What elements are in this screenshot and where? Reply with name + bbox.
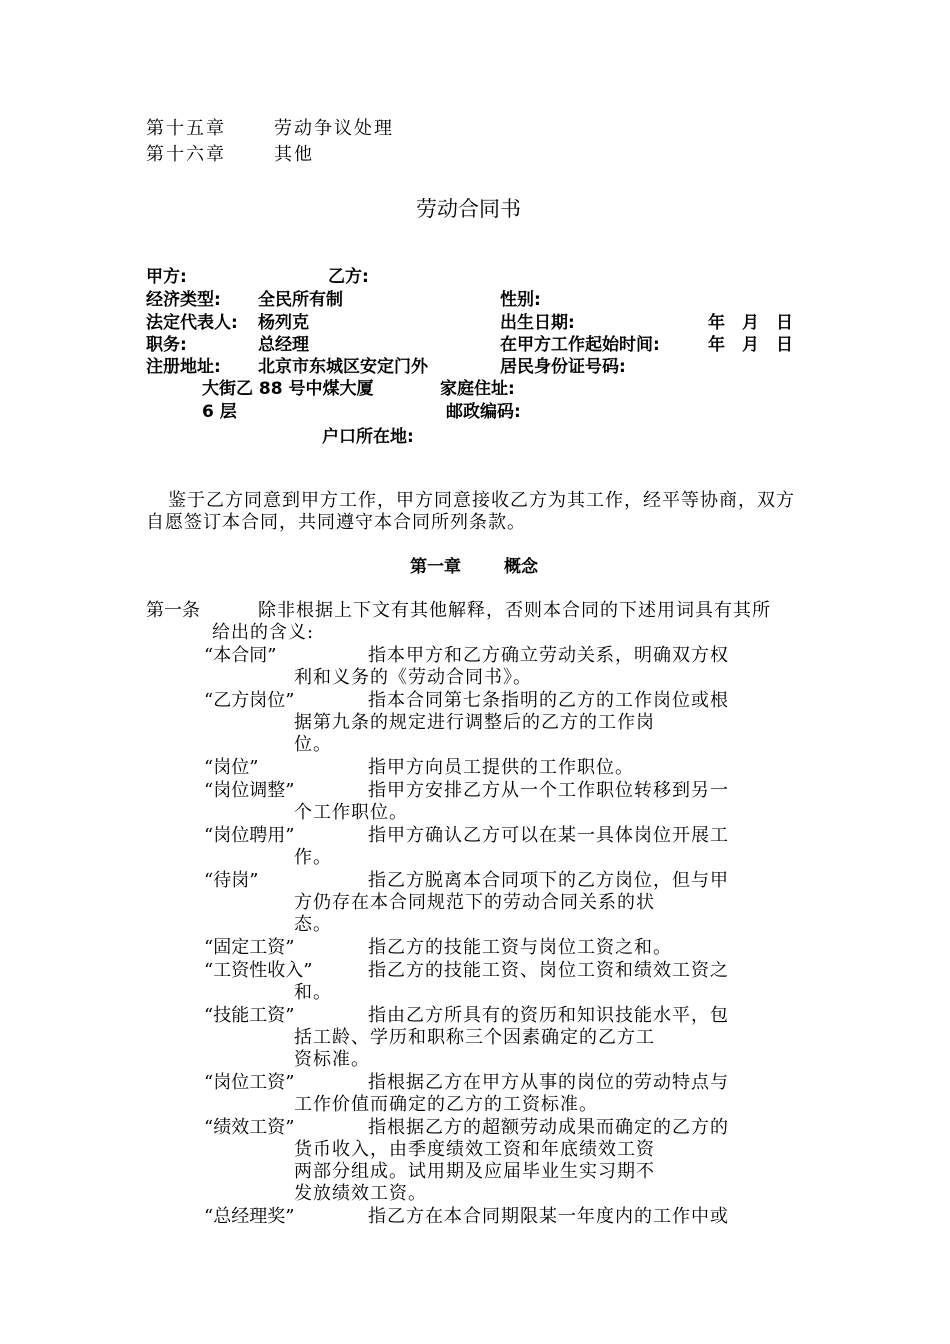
chapter-1-name: 概念 [504,557,538,577]
definition-line: 指本合同第七条指明的乙方的工作岗位或根 [368,690,729,711]
article-1-label: 第一条 [146,600,200,621]
definition-term: “乙方岗位” [204,690,295,711]
definition-line: 指甲方向员工提供的工作职位。 [368,757,634,778]
definition-line: 指甲方安排乙方从一个工作职位转移到另一 [368,780,729,801]
party-b-label: 乙方: [328,267,369,287]
definition-term: “岗位调整” [204,780,295,801]
definition-line: 和。 [294,982,332,1003]
definition-term: “固定工资” [204,937,295,958]
definition-line: 工作价值而确定的乙方的工资标准。 [294,1094,598,1115]
address-line-1: 北京市东城区安定门外 [258,357,428,377]
toc-chapter-15-number: 第十五章 [146,118,226,139]
legal-rep-label: 法定代表人: [146,313,238,333]
definition-line: 指甲方确认乙方可以在某一具体岗位开展工 [368,825,729,846]
legal-rep-value: 杨列克 [258,313,309,333]
address-line-2: 大街乙 88 号中煤大厦 [202,379,374,399]
definition-line: 态。 [294,914,332,935]
toc-chapter-16-number: 第十六章 [146,144,226,165]
toc-chapter-16-title: 其他 [274,144,314,165]
definition-term: “技能工资” [204,1005,295,1026]
definition-line: 指本甲方和乙方确立劳动关系，明确双方权 [368,645,729,666]
definition-line: 利和义务的《劳动合同书》。 [294,667,532,688]
definition-term: “岗位” [204,757,259,778]
definition-term: “总经理奖” [204,1206,295,1227]
definition-line: 发放绩效工资。 [294,1183,427,1204]
definition-term: “待岗” [204,870,259,891]
start-time-label: 在甲方工作起始时间: [500,335,660,355]
toc-chapter-15-title: 劳动争议处理 [274,118,394,139]
definition-line: 资标准。 [294,1049,370,1070]
definition-line: 指乙方脱离本合同项下的乙方岗位，但与甲 [368,870,729,891]
definition-line: 指根据乙方在甲方从事的岗位的劳动特点与 [368,1072,729,1093]
postal-code-label: 邮政编码: [446,402,521,422]
definition-line: 据第九条的规定进行调整后的乙方的工作岗 [294,712,655,733]
article-1-line-2: 给出的含义: [212,622,315,643]
definition-line: 个工作职位。 [294,802,408,823]
definition-line: 括工龄、学历和职称三个因素确定的乙方工 [294,1027,655,1048]
definition-line: 位。 [294,734,332,755]
definition-term: “工资性收入” [204,960,313,981]
definition-line: 作。 [294,847,332,868]
document-title: 劳动合同书 [416,197,521,221]
home-address-label: 家庭住址: [440,379,515,399]
address-label: 注册地址: [146,357,221,377]
start-time-value: 年 月 日 [708,335,793,355]
definition-term: “绩效工资” [204,1117,295,1138]
definition-line: 货币收入，由季度绩效工资和年底绩效工资 [294,1139,655,1160]
definition-line: 方仍存在本合同规范下的劳动合同关系的状 [294,892,655,913]
address-line-3: 6 层 [202,402,237,422]
article-1-line-1: 除非根据上下文有其他解释，否则本合同的下述用词具有其所 [258,600,771,621]
definition-term: “岗位工资” [204,1072,295,1093]
definition-term: “岗位聘用” [204,825,295,846]
gender-label: 性别: [500,290,541,310]
birth-date-value: 年 月 日 [708,313,793,333]
economic-type-label: 经济类型: [146,290,221,310]
definition-line: 指由乙方所具有的资历和知识技能水平，包 [368,1005,729,1026]
party-a-label: 甲方: [146,267,187,287]
definition-line: 指根据乙方的超额劳动成果而确定的乙方的 [368,1117,729,1138]
position-value: 总经理 [258,335,309,355]
definition-line: 指乙方的技能工资、岗位工资和绩效工资之 [368,960,729,981]
hukou-label: 户口所在地: [322,427,414,447]
definition-line: 指乙方在本合同期限某一年度内的工作中或 [368,1206,729,1227]
position-label: 职务: [146,335,187,355]
economic-type-value: 全民所有制 [258,290,343,310]
birth-date-label: 出生日期: [500,313,575,333]
id-number-label: 居民身份证号码: [500,357,626,377]
definition-line: 指乙方的技能工资与岗位工资之和。 [368,937,672,958]
definition-line: 两部分组成。试用期及应届毕业生实习期不 [294,1161,655,1182]
chapter-1-number: 第一章 [410,557,461,577]
intro-line-1: 鉴于乙方同意到甲方工作，甲方同意接收乙方为其工作，经平等协商，双方 [168,490,795,511]
definition-term: “本合同” [204,645,277,666]
intro-line-2: 自愿签订本合同，共同遵守本合同所列条款。 [146,512,526,533]
